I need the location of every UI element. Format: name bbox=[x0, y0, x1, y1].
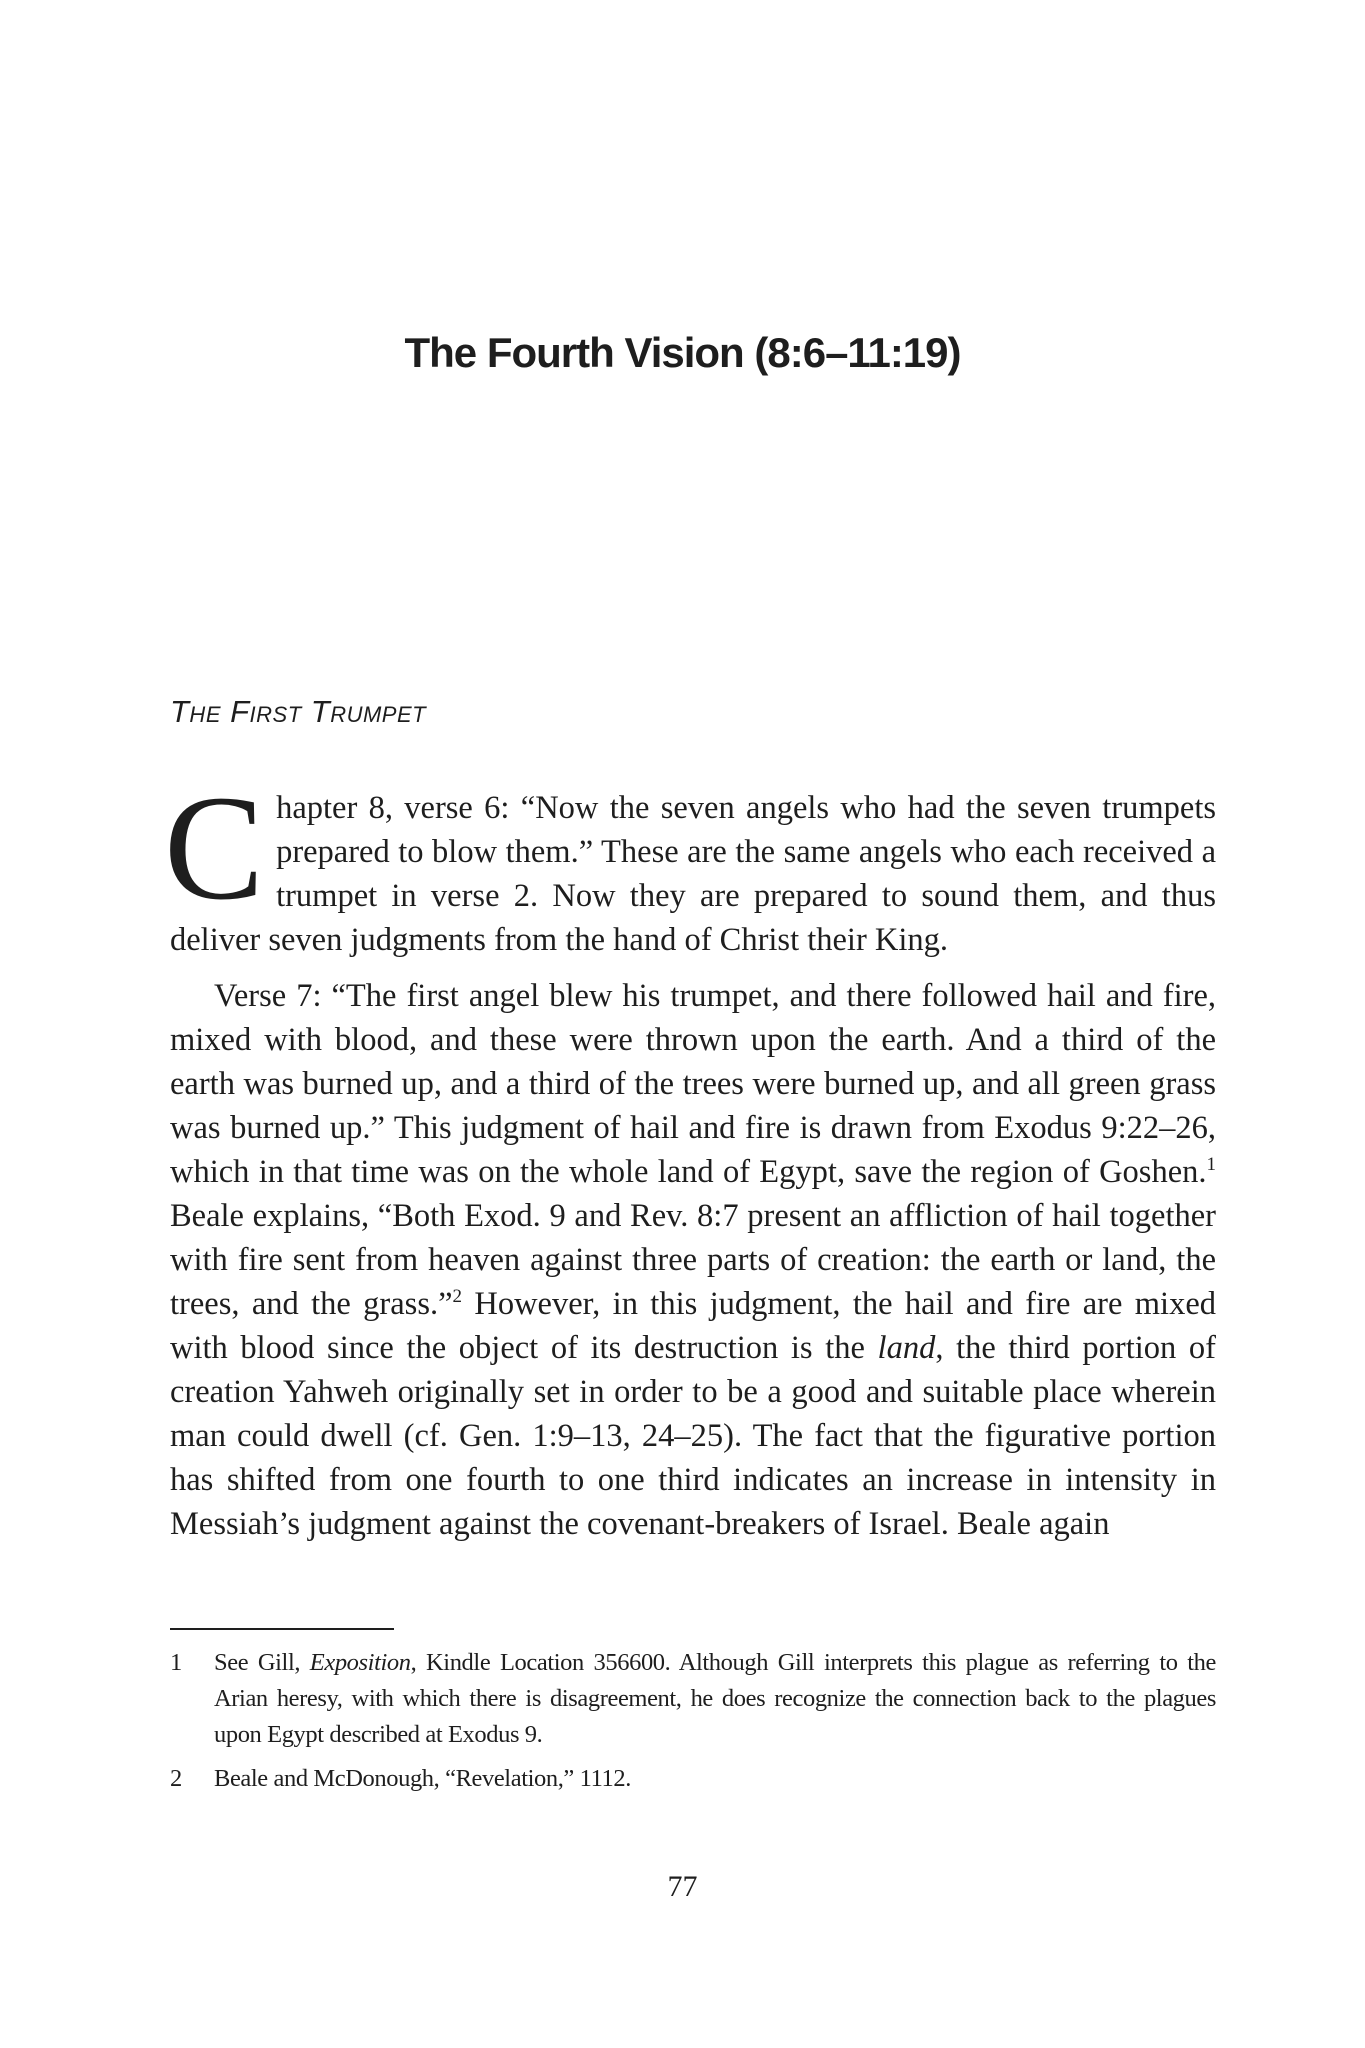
drop-cap: C bbox=[164, 765, 265, 931]
paragraph-2-part-1: Verse 7: “The first angel blew his trumpet, and there followed hail and fire, mixed with blood, and these were thrown upon the earth. And a third of the earth was burned up, and a third of the trees were burned up, and all green grass was burned up.” This judgment of hail and fire is drawn from Exodus 9:22–26, which in that time was on the whole land of Egypt, save the region of Goshen. bbox=[170, 978, 1216, 1190]
footnote-1-italic: Exposition bbox=[309, 1649, 411, 1676]
footnote-1 bbox=[170, 1645, 1216, 1753]
page-number: 77 bbox=[667, 1870, 698, 1903]
footnotes bbox=[170, 1645, 1216, 1805]
footnote-1-text-before: See Gill, bbox=[214, 1649, 310, 1676]
section-heading: The First Trumpet bbox=[170, 694, 427, 729]
paragraph-2-part-4: , the third portion of creation Yahweh originally set in order to be a good and suitable place wherein man could dwell (cf. Gen. 1:9–13, 24–25). The fact that the figurative portion has shifted from one fourth to one third indicates an increase in intensity in Messiah’s judgment against the covenant-breakers of Israel. Beale again bbox=[170, 1330, 1216, 1542]
paragraph-2-part-3: However, in this judgment, the hail and fire are mixed with blood since the object of its destruction is the bbox=[170, 1286, 1216, 1366]
emphasis-land: land bbox=[877, 1330, 936, 1366]
paragraph-1 bbox=[164, 765, 1216, 962]
footnote-reference-1: 1 bbox=[1206, 1154, 1216, 1176]
footnote-number: 1 bbox=[170, 1649, 182, 1676]
body-text bbox=[164, 765, 1216, 1546]
paragraph-1-text: hapter 8, verse 6: “Now the seven angels who had the seven trumpets prepared to blow them.” These are the same angels who each received a trumpet in verse 2. Now they are prepared to sound them, and thus deliver seven judgments from the hand of Christ their King. bbox=[170, 790, 1216, 958]
footnote-2 bbox=[170, 1761, 1216, 1797]
chapter-title: The Fourth Vision (8:6–11:19) bbox=[404, 329, 961, 376]
footnote-number: 2 bbox=[170, 1765, 182, 1792]
footnote-text bbox=[214, 1645, 1216, 1753]
footnote-reference-2: 2 bbox=[452, 1286, 463, 1308]
footnote-1-text-after: , Kindle Location 356600. Although Gill interprets this plague as referring to the Arian heresy, with which there is disagreement, he does recognize the connection back to the plagues upon Egypt described at Exodus 9. bbox=[214, 1649, 1216, 1748]
footnote-divider bbox=[170, 1628, 394, 1630]
footnote-text: Beale and McDonough, “Revelation,” 1112. bbox=[214, 1765, 631, 1792]
paragraph-2-part-2: Beale explains, “Both Exod. 9 and Rev. 8:7 present an affliction of hail together with fire sent from heaven against three parts of creation: the earth or land, the trees, and the grass.” bbox=[170, 1198, 1216, 1322]
paragraph-2 bbox=[170, 974, 1216, 1546]
